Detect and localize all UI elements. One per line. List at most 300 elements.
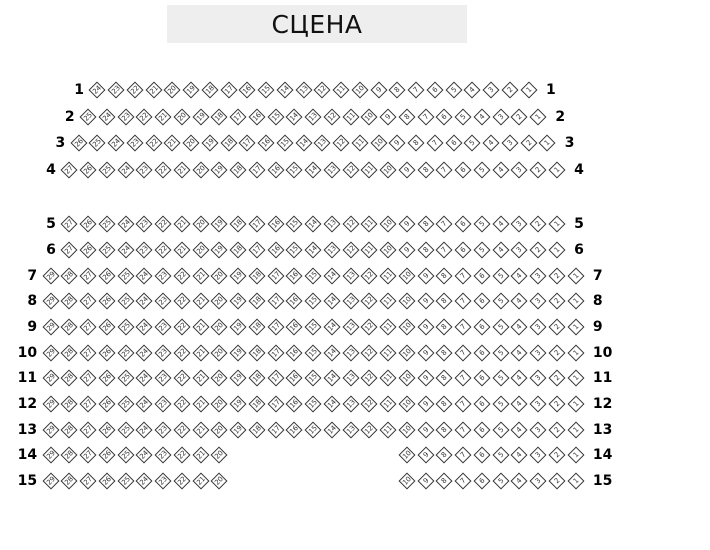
seat[interactable] bbox=[286, 318, 303, 335]
seat[interactable] bbox=[342, 421, 359, 438]
seat[interactable] bbox=[567, 267, 584, 284]
seat[interactable] bbox=[567, 473, 584, 490]
seat[interactable] bbox=[98, 318, 115, 335]
seat[interactable] bbox=[473, 318, 490, 335]
seat[interactable] bbox=[136, 318, 153, 335]
seat[interactable] bbox=[342, 293, 359, 310]
seat[interactable] bbox=[361, 293, 378, 310]
seat[interactable] bbox=[530, 267, 547, 284]
seat[interactable] bbox=[248, 344, 265, 361]
seat[interactable] bbox=[155, 267, 172, 284]
seat[interactable] bbox=[192, 162, 209, 179]
seat[interactable] bbox=[333, 135, 350, 152]
seat[interactable] bbox=[117, 318, 134, 335]
seat[interactable] bbox=[267, 318, 284, 335]
seat[interactable] bbox=[483, 135, 500, 152]
seat[interactable] bbox=[230, 396, 247, 413]
seat[interactable] bbox=[248, 421, 265, 438]
seat[interactable] bbox=[511, 241, 528, 258]
seat[interactable] bbox=[80, 216, 97, 233]
seat[interactable] bbox=[192, 447, 209, 464]
seat[interactable] bbox=[136, 293, 153, 310]
seat[interactable] bbox=[286, 396, 303, 413]
seat[interactable] bbox=[155, 162, 172, 179]
seat[interactable] bbox=[398, 370, 415, 387]
seat[interactable] bbox=[230, 293, 247, 310]
seat[interactable] bbox=[548, 162, 565, 179]
seat[interactable] bbox=[530, 370, 547, 387]
seat[interactable] bbox=[473, 396, 490, 413]
seat[interactable] bbox=[192, 370, 209, 387]
seat[interactable] bbox=[511, 344, 528, 361]
seat[interactable] bbox=[426, 135, 443, 152]
seat[interactable] bbox=[248, 293, 265, 310]
seat[interactable] bbox=[164, 82, 181, 99]
seat[interactable] bbox=[548, 293, 565, 310]
seat[interactable] bbox=[361, 370, 378, 387]
seat[interactable] bbox=[80, 162, 97, 179]
seat[interactable] bbox=[417, 162, 434, 179]
seat[interactable] bbox=[117, 370, 134, 387]
seat[interactable] bbox=[492, 241, 509, 258]
seat[interactable] bbox=[323, 396, 340, 413]
seat[interactable] bbox=[220, 82, 237, 99]
seat[interactable] bbox=[117, 344, 134, 361]
seat[interactable] bbox=[380, 108, 397, 125]
seat[interactable] bbox=[295, 82, 312, 99]
seat[interactable] bbox=[417, 344, 434, 361]
seat[interactable] bbox=[42, 396, 59, 413]
seat[interactable] bbox=[211, 267, 228, 284]
seat[interactable] bbox=[530, 241, 547, 258]
seat[interactable] bbox=[305, 318, 322, 335]
seat[interactable] bbox=[183, 82, 200, 99]
seat[interactable] bbox=[455, 216, 472, 233]
seat[interactable] bbox=[473, 370, 490, 387]
seat[interactable] bbox=[295, 135, 312, 152]
seat[interactable] bbox=[473, 267, 490, 284]
seat[interactable] bbox=[492, 162, 509, 179]
seat[interactable] bbox=[42, 421, 59, 438]
seat[interactable] bbox=[398, 241, 415, 258]
seat[interactable] bbox=[530, 396, 547, 413]
seat[interactable] bbox=[323, 216, 340, 233]
seat[interactable] bbox=[389, 82, 406, 99]
seat[interactable] bbox=[436, 267, 453, 284]
seat[interactable] bbox=[398, 421, 415, 438]
seat[interactable] bbox=[342, 162, 359, 179]
seat[interactable] bbox=[98, 293, 115, 310]
seat[interactable] bbox=[155, 473, 172, 490]
seat[interactable] bbox=[136, 447, 153, 464]
seat[interactable] bbox=[530, 447, 547, 464]
seat[interactable] bbox=[323, 370, 340, 387]
seat[interactable] bbox=[511, 318, 528, 335]
seat[interactable] bbox=[258, 135, 275, 152]
seat[interactable] bbox=[61, 318, 78, 335]
seat[interactable] bbox=[567, 344, 584, 361]
seat[interactable] bbox=[230, 318, 247, 335]
seat[interactable] bbox=[492, 293, 509, 310]
seat[interactable] bbox=[61, 241, 78, 258]
seat[interactable] bbox=[436, 421, 453, 438]
seat[interactable] bbox=[80, 318, 97, 335]
seat[interactable] bbox=[117, 241, 134, 258]
seat[interactable] bbox=[492, 344, 509, 361]
seat[interactable] bbox=[361, 344, 378, 361]
seat[interactable] bbox=[248, 267, 265, 284]
seat[interactable] bbox=[539, 135, 556, 152]
seat[interactable] bbox=[333, 82, 350, 99]
seat[interactable] bbox=[61, 293, 78, 310]
seat[interactable] bbox=[408, 135, 425, 152]
seat[interactable] bbox=[473, 293, 490, 310]
seat[interactable] bbox=[455, 370, 472, 387]
seat[interactable] bbox=[61, 344, 78, 361]
seat[interactable] bbox=[211, 396, 228, 413]
seat[interactable] bbox=[436, 162, 453, 179]
seat[interactable] bbox=[398, 267, 415, 284]
seat[interactable] bbox=[183, 135, 200, 152]
seat[interactable] bbox=[436, 473, 453, 490]
seat[interactable] bbox=[548, 447, 565, 464]
seat[interactable] bbox=[398, 318, 415, 335]
seat[interactable] bbox=[145, 82, 162, 99]
seat[interactable] bbox=[380, 421, 397, 438]
seat[interactable] bbox=[276, 135, 293, 152]
seat[interactable] bbox=[567, 447, 584, 464]
seat[interactable] bbox=[436, 216, 453, 233]
seat[interactable] bbox=[61, 396, 78, 413]
seat[interactable] bbox=[211, 447, 228, 464]
seat[interactable] bbox=[80, 293, 97, 310]
seat[interactable] bbox=[305, 267, 322, 284]
seat[interactable] bbox=[117, 396, 134, 413]
seat[interactable] bbox=[436, 370, 453, 387]
seat[interactable] bbox=[445, 82, 462, 99]
seat[interactable] bbox=[492, 473, 509, 490]
seat[interactable] bbox=[464, 135, 481, 152]
seat[interactable] bbox=[117, 447, 134, 464]
seat[interactable] bbox=[548, 370, 565, 387]
seat[interactable] bbox=[108, 135, 125, 152]
seat[interactable] bbox=[267, 421, 284, 438]
seat[interactable] bbox=[155, 370, 172, 387]
seat[interactable] bbox=[511, 293, 528, 310]
seat[interactable] bbox=[248, 396, 265, 413]
seat[interactable] bbox=[305, 344, 322, 361]
seat[interactable] bbox=[342, 241, 359, 258]
seat[interactable] bbox=[342, 216, 359, 233]
seat[interactable] bbox=[417, 108, 434, 125]
seat[interactable] bbox=[80, 447, 97, 464]
seat[interactable] bbox=[548, 216, 565, 233]
seat[interactable] bbox=[323, 108, 340, 125]
seat[interactable] bbox=[511, 421, 528, 438]
seat[interactable] bbox=[323, 241, 340, 258]
seat[interactable] bbox=[42, 267, 59, 284]
seat[interactable] bbox=[230, 421, 247, 438]
seat[interactable] bbox=[473, 344, 490, 361]
seat[interactable] bbox=[98, 241, 115, 258]
seat[interactable] bbox=[511, 162, 528, 179]
seat[interactable] bbox=[42, 473, 59, 490]
seat[interactable] bbox=[417, 447, 434, 464]
seat[interactable] bbox=[117, 293, 134, 310]
seat[interactable] bbox=[305, 216, 322, 233]
seat[interactable] bbox=[342, 108, 359, 125]
seat[interactable] bbox=[61, 370, 78, 387]
seat[interactable] bbox=[380, 162, 397, 179]
seat[interactable] bbox=[305, 293, 322, 310]
seat[interactable] bbox=[398, 162, 415, 179]
seat[interactable] bbox=[286, 108, 303, 125]
seat[interactable] bbox=[492, 370, 509, 387]
seat[interactable] bbox=[370, 82, 387, 99]
seat[interactable] bbox=[436, 293, 453, 310]
seat[interactable] bbox=[126, 82, 143, 99]
seat[interactable] bbox=[136, 108, 153, 125]
seat[interactable] bbox=[89, 82, 106, 99]
seat[interactable] bbox=[492, 108, 509, 125]
seat[interactable] bbox=[89, 135, 106, 152]
seat[interactable] bbox=[155, 293, 172, 310]
seat[interactable] bbox=[173, 318, 190, 335]
seat[interactable] bbox=[267, 162, 284, 179]
seat[interactable] bbox=[192, 421, 209, 438]
seat[interactable] bbox=[398, 396, 415, 413]
seat[interactable] bbox=[211, 241, 228, 258]
seat[interactable] bbox=[473, 447, 490, 464]
seat[interactable] bbox=[145, 135, 162, 152]
seat[interactable] bbox=[417, 216, 434, 233]
seat[interactable] bbox=[136, 344, 153, 361]
seat[interactable] bbox=[248, 216, 265, 233]
seat[interactable] bbox=[267, 241, 284, 258]
seat[interactable] bbox=[155, 396, 172, 413]
seat[interactable] bbox=[436, 241, 453, 258]
seat[interactable] bbox=[286, 344, 303, 361]
seat[interactable] bbox=[548, 318, 565, 335]
seat[interactable] bbox=[117, 216, 134, 233]
seat[interactable] bbox=[530, 108, 547, 125]
seat[interactable] bbox=[80, 370, 97, 387]
seat[interactable] bbox=[380, 344, 397, 361]
seat[interactable] bbox=[323, 421, 340, 438]
seat[interactable] bbox=[323, 293, 340, 310]
seat[interactable] bbox=[155, 216, 172, 233]
seat[interactable] bbox=[248, 162, 265, 179]
seat[interactable] bbox=[80, 421, 97, 438]
seat[interactable] bbox=[455, 447, 472, 464]
seat[interactable] bbox=[220, 135, 237, 152]
seat[interactable] bbox=[258, 82, 275, 99]
seat[interactable] bbox=[305, 241, 322, 258]
seat[interactable] bbox=[305, 370, 322, 387]
seat[interactable] bbox=[286, 267, 303, 284]
seat[interactable] bbox=[492, 421, 509, 438]
seat[interactable] bbox=[211, 473, 228, 490]
seat[interactable] bbox=[230, 108, 247, 125]
seat[interactable] bbox=[286, 293, 303, 310]
seat[interactable] bbox=[173, 396, 190, 413]
seat[interactable] bbox=[398, 216, 415, 233]
seat[interactable] bbox=[117, 473, 134, 490]
seat[interactable] bbox=[380, 216, 397, 233]
seat[interactable] bbox=[501, 82, 518, 99]
seat[interactable] bbox=[80, 267, 97, 284]
seat[interactable] bbox=[351, 82, 368, 99]
seat[interactable] bbox=[286, 241, 303, 258]
seat[interactable] bbox=[342, 267, 359, 284]
seat[interactable] bbox=[548, 267, 565, 284]
seat[interactable] bbox=[361, 318, 378, 335]
seat[interactable] bbox=[239, 82, 256, 99]
seat[interactable] bbox=[61, 267, 78, 284]
seat[interactable] bbox=[248, 241, 265, 258]
seat[interactable] bbox=[483, 82, 500, 99]
seat[interactable] bbox=[98, 344, 115, 361]
seat[interactable] bbox=[230, 267, 247, 284]
seat[interactable] bbox=[398, 293, 415, 310]
seat[interactable] bbox=[530, 216, 547, 233]
seat[interactable] bbox=[192, 267, 209, 284]
seat[interactable] bbox=[455, 318, 472, 335]
seat[interactable] bbox=[173, 162, 190, 179]
seat[interactable] bbox=[530, 162, 547, 179]
seat[interactable] bbox=[417, 396, 434, 413]
seat[interactable] bbox=[361, 421, 378, 438]
seat[interactable] bbox=[98, 267, 115, 284]
seat[interactable] bbox=[361, 108, 378, 125]
seat[interactable] bbox=[286, 162, 303, 179]
seat[interactable] bbox=[398, 447, 415, 464]
seat[interactable] bbox=[155, 447, 172, 464]
seat[interactable] bbox=[455, 396, 472, 413]
seat[interactable] bbox=[380, 293, 397, 310]
seat[interactable] bbox=[126, 135, 143, 152]
seat[interactable] bbox=[267, 267, 284, 284]
seat[interactable] bbox=[436, 396, 453, 413]
seat[interactable] bbox=[417, 421, 434, 438]
seat[interactable] bbox=[380, 396, 397, 413]
seat[interactable] bbox=[173, 370, 190, 387]
seat[interactable] bbox=[398, 473, 415, 490]
seat[interactable] bbox=[267, 216, 284, 233]
seat[interactable] bbox=[42, 344, 59, 361]
seat[interactable] bbox=[520, 135, 537, 152]
seat[interactable] bbox=[473, 108, 490, 125]
seat[interactable] bbox=[436, 318, 453, 335]
seat[interactable] bbox=[173, 108, 190, 125]
seat[interactable] bbox=[380, 267, 397, 284]
seat[interactable] bbox=[323, 162, 340, 179]
seat[interactable] bbox=[323, 344, 340, 361]
seat[interactable] bbox=[173, 216, 190, 233]
seat[interactable] bbox=[155, 318, 172, 335]
seat[interactable] bbox=[98, 447, 115, 464]
seat[interactable] bbox=[511, 216, 528, 233]
seat[interactable] bbox=[248, 108, 265, 125]
seat[interactable] bbox=[436, 108, 453, 125]
seat[interactable] bbox=[136, 473, 153, 490]
seat[interactable] bbox=[276, 82, 293, 99]
seat[interactable] bbox=[42, 370, 59, 387]
seat[interactable] bbox=[567, 421, 584, 438]
seat[interactable] bbox=[511, 267, 528, 284]
seat[interactable] bbox=[417, 267, 434, 284]
seat[interactable] bbox=[361, 162, 378, 179]
seat[interactable] bbox=[548, 396, 565, 413]
seat[interactable] bbox=[520, 82, 537, 99]
seat[interactable] bbox=[417, 473, 434, 490]
seat[interactable] bbox=[173, 421, 190, 438]
seat[interactable] bbox=[305, 396, 322, 413]
seat[interactable] bbox=[492, 447, 509, 464]
seat[interactable] bbox=[305, 162, 322, 179]
seat[interactable] bbox=[155, 421, 172, 438]
seat[interactable] bbox=[342, 344, 359, 361]
seat[interactable] bbox=[155, 108, 172, 125]
seat[interactable] bbox=[136, 267, 153, 284]
seat[interactable] bbox=[380, 318, 397, 335]
seat[interactable] bbox=[201, 82, 218, 99]
seat[interactable] bbox=[417, 293, 434, 310]
seat[interactable] bbox=[267, 108, 284, 125]
seat[interactable] bbox=[464, 82, 481, 99]
seat[interactable] bbox=[155, 241, 172, 258]
seat[interactable] bbox=[455, 421, 472, 438]
seat[interactable] bbox=[98, 162, 115, 179]
seat[interactable] bbox=[445, 135, 462, 152]
seat[interactable] bbox=[473, 216, 490, 233]
seat[interactable] bbox=[117, 421, 134, 438]
seat[interactable] bbox=[211, 370, 228, 387]
seat[interactable] bbox=[98, 421, 115, 438]
seat[interactable] bbox=[173, 267, 190, 284]
seat[interactable] bbox=[492, 318, 509, 335]
seat[interactable] bbox=[548, 241, 565, 258]
seat[interactable] bbox=[230, 344, 247, 361]
seat[interactable] bbox=[361, 241, 378, 258]
seat[interactable] bbox=[80, 473, 97, 490]
seat[interactable] bbox=[530, 344, 547, 361]
seat[interactable] bbox=[192, 396, 209, 413]
seat[interactable] bbox=[511, 447, 528, 464]
seat[interactable] bbox=[567, 370, 584, 387]
seat[interactable] bbox=[42, 318, 59, 335]
seat[interactable] bbox=[211, 293, 228, 310]
seat[interactable] bbox=[323, 318, 340, 335]
seat[interactable] bbox=[117, 267, 134, 284]
seat[interactable] bbox=[98, 396, 115, 413]
seat[interactable] bbox=[286, 216, 303, 233]
seat[interactable] bbox=[342, 396, 359, 413]
seat[interactable] bbox=[436, 447, 453, 464]
seat[interactable] bbox=[426, 82, 443, 99]
seat[interactable] bbox=[351, 135, 368, 152]
seat[interactable] bbox=[501, 135, 518, 152]
seat[interactable] bbox=[389, 135, 406, 152]
seat[interactable] bbox=[70, 135, 87, 152]
seat[interactable] bbox=[455, 162, 472, 179]
seat[interactable] bbox=[173, 473, 190, 490]
seat[interactable] bbox=[211, 421, 228, 438]
seat[interactable] bbox=[136, 421, 153, 438]
seat[interactable] bbox=[98, 216, 115, 233]
seat[interactable] bbox=[314, 135, 331, 152]
seat[interactable] bbox=[173, 241, 190, 258]
